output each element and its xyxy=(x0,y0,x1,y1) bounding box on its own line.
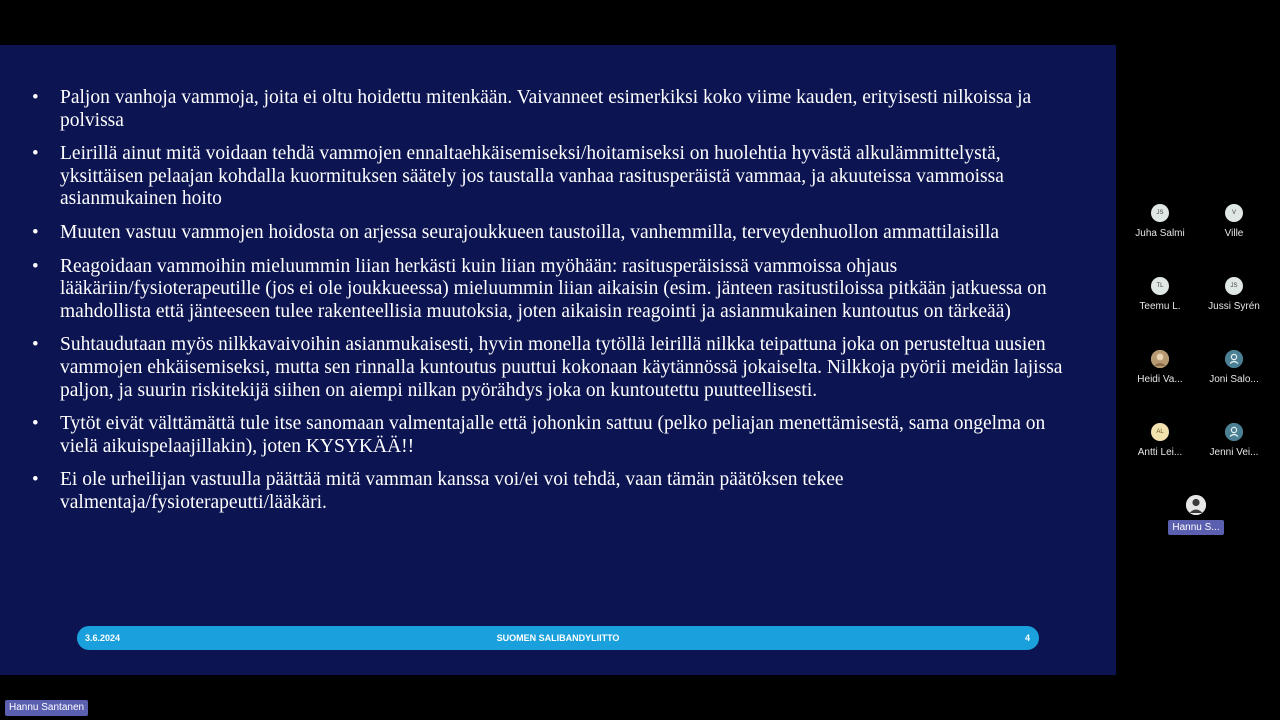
person-photo-icon xyxy=(1186,495,1206,515)
avatar: AL xyxy=(1151,423,1169,441)
bullet-glyph: • xyxy=(32,255,39,277)
participant-tile[interactable] xyxy=(1120,423,1200,458)
avatar: V xyxy=(1225,204,1243,222)
slide-bullet xyxy=(32,143,1082,211)
participant-name: Jenni Vei... xyxy=(1209,447,1259,458)
slide-footer-bar xyxy=(77,626,1039,650)
avatar-photo xyxy=(1151,350,1169,368)
footer-page-number: 4 xyxy=(1024,633,1030,643)
footer-date: 3.6.2024 xyxy=(85,633,121,643)
participant-tile[interactable] xyxy=(1194,277,1274,312)
bullet-text: Ei ole urheilijan vastuulla päättää mitä vamman kanssa voi/ei voi tehdä, vaan tämän päätöksen tekee valmentaja/fysioterapeutti/lääkäri. xyxy=(60,469,844,513)
participant-tile[interactable] xyxy=(1194,423,1274,458)
bullet-glyph: • xyxy=(32,413,39,435)
slide-bullet xyxy=(32,256,1082,324)
user-icon xyxy=(1225,350,1243,368)
avatar xyxy=(1225,423,1243,441)
participant-name: Juha Salmi xyxy=(1135,228,1185,239)
participant-name: Heidi Va... xyxy=(1137,374,1183,385)
participant-name: Teemu L. xyxy=(1139,301,1181,312)
avatar: TL xyxy=(1151,277,1169,295)
presenter-name-tag: Hannu Santanen xyxy=(5,700,88,716)
slide-bullet xyxy=(32,413,1082,458)
bullet-glyph: • xyxy=(32,143,39,165)
participant-tile[interactable] xyxy=(1194,350,1274,385)
slide-bullet xyxy=(32,334,1082,402)
bullet-text: Leirillä ainut mitä voidaan tehdä vammojen ennaltaehkäisemiseksi/hoitamiseksi on huolehtia hyvästä alkulämmittelystä, yksittäisen pelaajan kohdalla kuormituksen säätely jos taustalla vanhaa rasitusperäistä vammaa, ja akuuteissa vammoissa asianmukainen hoito xyxy=(60,143,1004,210)
bullet-text: Suhtaudutaan myös nilkkavaivoihin asianmukaisesti, hyvin monella tytöllä leirillä nilkka teipattuna joka on perusteltua uusien vammojen ehkäisemiseksi, mutta sen rinnalla kuntoutus puuttui kokonaan käytännössä jokaiselta. Nilkkoja pyörii meidän lajissa paljon, ja suurin riskitekijä siihen on aiempi nilkan pyörähdys joka on kuntoutettu puutteellisesti. xyxy=(60,334,1063,401)
slide-bullet xyxy=(32,469,1082,514)
bullet-text: Reagoidaan vammoihin mieluummin liian herkästi kuin liian myöhään: rasitusperäisissä vammoissa ohjaus lääkäriin/fysioterapeutille (jos ei ole joukkueessa) mieluummin liian aikaisin (esim. jänteen rasitustiloissa pitkään jatkuessa on mahdollista että jänteeseen tulee rakenteellisia muutoksia, joten aikaisin reagointi ja asianmukainen kuntoutus on tärkeää) xyxy=(60,255,1047,322)
user-icon xyxy=(1225,423,1243,441)
bullet-text: Tytöt eivät välttämättä tule itse sanomaan valmentajalle että johonkin sattuu (pelko peliajan menettämisestä, sama ongelma on vielä aikuispelaajillakin), joten KYSYKÄÄ!! xyxy=(60,413,1046,457)
avatar xyxy=(1225,350,1243,368)
participant-tile[interactable] xyxy=(1194,204,1274,239)
participant-tile[interactable] xyxy=(1120,350,1200,385)
bullet-glyph: • xyxy=(32,87,39,108)
slide-bullet-list xyxy=(32,87,1082,526)
person-photo-icon xyxy=(1151,350,1169,368)
participant-tile[interactable] xyxy=(1120,277,1200,312)
bullet-glyph: • xyxy=(32,221,39,243)
slide-bullet xyxy=(32,222,1082,245)
bullet-glyph: • xyxy=(32,469,39,491)
participant-name: Ville xyxy=(1224,228,1244,239)
bullet-glyph: • xyxy=(32,334,39,356)
self-name-tag: Hannu S... xyxy=(1168,520,1223,535)
self-avatar xyxy=(1186,495,1206,515)
participant-name: Antti Lei... xyxy=(1137,447,1183,458)
avatar: JS xyxy=(1225,277,1243,295)
participant-name: Joni Salo... xyxy=(1209,374,1259,385)
bullet-text: Paljon vanhoja vammoja, joita ei oltu hoidettu mitenkään. Vaivanneet esimerkiksi koko viime kauden, erityisesti nilkoissa ja polvissa xyxy=(60,87,1032,131)
participant-panel xyxy=(1116,0,1280,720)
shared-slide xyxy=(0,45,1116,675)
participant-name: Jussi Syrén xyxy=(1208,301,1260,312)
self-tile[interactable] xyxy=(1156,495,1236,535)
bullet-text: Muuten vastuu vammojen hoidosta on arjessa seurajoukkueen taustoilla, vanhemmilla, terveydenhuollon ammattilaisilla xyxy=(60,221,1000,243)
participant-tile[interactable] xyxy=(1120,204,1200,239)
avatar: JS xyxy=(1151,204,1169,222)
footer-organization: SUOMEN SALIBANDYLIITTO xyxy=(496,633,620,643)
slide-bullet xyxy=(32,87,1082,132)
